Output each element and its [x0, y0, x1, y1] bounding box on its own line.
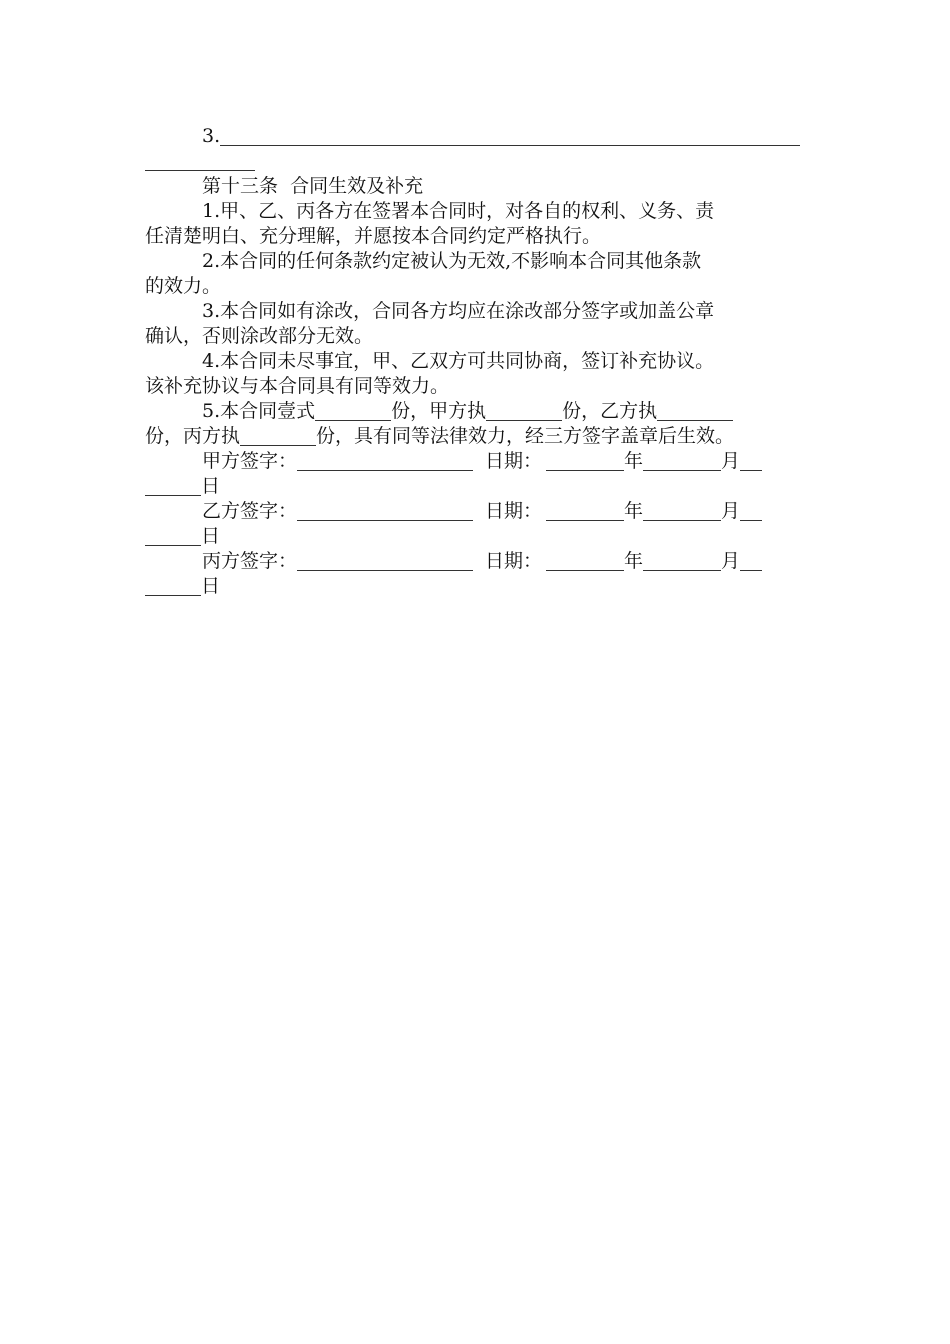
party-c-month-label: 月 [721, 550, 741, 572]
party-a-month-field[interactable] [643, 450, 721, 471]
party-a-day-field-cont[interactable] [145, 475, 201, 496]
party-c-day-label: 日 [201, 575, 221, 597]
party-b-day-field[interactable] [740, 500, 762, 521]
party-c-signature-label: 丙方签字： [202, 550, 298, 572]
clause-2-line-1 [145, 249, 809, 274]
clause-5-prefix: 5.本合同壹式 [202, 400, 316, 422]
clause-5-suffix: 份，具有同等法律效力，经三方签字盖章后生效。 [316, 425, 735, 447]
clause-4-line-1 [145, 349, 809, 374]
party-b-day-label: 日 [201, 525, 221, 547]
party-c-date-label: 日期： [485, 550, 543, 572]
party-a-signature-label: 甲方签字： [202, 450, 298, 472]
party-c-signature-line-cont [145, 574, 809, 599]
clause-2-text: 2.本合同的任何条款约定被认为无效,不影响本合同其他条款 [202, 250, 702, 272]
party-b-year-label: 年 [624, 500, 644, 522]
party-a-signature-field[interactable] [297, 450, 473, 471]
item-3-blank [220, 125, 800, 146]
clause-1-text: 1.甲、乙、丙各方在签署本合同时，对各自的权利、义务、责 [202, 200, 715, 222]
item-3-number: 3. [202, 125, 221, 147]
clause-5-line-2 [145, 424, 809, 449]
clause-5-line-1 [145, 399, 809, 424]
party-c-day-field[interactable] [740, 550, 762, 571]
clause-3-text-cont: 确认，否则涂改部分无效。 [145, 325, 374, 347]
clause-4-line-2 [145, 374, 809, 399]
clause-5-party-a-text: 份，甲方执 [391, 400, 487, 422]
item-3-continuation-blank [145, 150, 255, 171]
item-3-line [145, 124, 809, 149]
party-b-month-field[interactable] [643, 500, 721, 521]
party-c-signature-line [145, 549, 809, 574]
party-a-signature-line-cont [145, 474, 809, 499]
party-c-signature-field[interactable] [297, 550, 473, 571]
party-a-signature-line [145, 449, 809, 474]
clause-1-text-cont: 任清楚明白、充分理解，并愿按本合同约定严格执行。 [145, 225, 602, 247]
party-b-day-field-cont[interactable] [145, 525, 201, 546]
total-copies-field[interactable] [315, 400, 391, 421]
article-13-title: 第十三条 合同生效及补充 [202, 175, 424, 197]
party-b-signature-field[interactable] [297, 500, 473, 521]
clause-5-party-c-text: 份，丙方执 [145, 425, 241, 447]
clause-1-line-1 [145, 199, 809, 224]
article-13-heading [145, 174, 809, 199]
clause-5-party-b-text: 份，乙方执 [562, 400, 658, 422]
party-a-day-label: 日 [201, 475, 221, 497]
clause-3-line-2 [145, 324, 809, 349]
party-b-signature-label: 乙方签字： [202, 500, 298, 522]
party-c-year-label: 年 [624, 550, 644, 572]
party-a-year-label: 年 [624, 450, 644, 472]
party-b-signature-line-cont [145, 524, 809, 549]
clause-2-text-cont: 的效力。 [145, 275, 222, 297]
party-a-copies-field[interactable] [486, 400, 562, 421]
party-a-month-label: 月 [721, 450, 741, 472]
clause-1-line-2 [145, 224, 809, 249]
party-b-year-field[interactable] [546, 500, 624, 521]
contract-body [145, 124, 809, 599]
party-a-day-field[interactable] [740, 450, 762, 471]
party-b-date-label: 日期： [485, 500, 543, 522]
clause-3-line-1 [145, 299, 809, 324]
party-c-day-field-cont[interactable] [145, 575, 201, 596]
item-3-continuation [145, 149, 809, 174]
party-c-year-field[interactable] [546, 550, 624, 571]
clause-2-line-2 [145, 274, 809, 299]
party-b-signature-line [145, 499, 809, 524]
party-a-date-label: 日期： [485, 450, 543, 472]
party-c-copies-field[interactable] [240, 425, 316, 446]
party-a-year-field[interactable] [546, 450, 624, 471]
party-b-month-label: 月 [721, 500, 741, 522]
clause-4-text-cont: 该补充协议与本合同具有同等效力。 [145, 375, 450, 397]
clause-4-text: 4.本合同未尽事宜，甲、乙双方可共同协商，签订补充协议。 [202, 350, 715, 372]
party-c-month-field[interactable] [643, 550, 721, 571]
clause-3-text: 3.本合同如有涂改，合同各方均应在涂改部分签字或加盖公章 [202, 300, 715, 322]
party-b-copies-field[interactable] [657, 400, 733, 421]
